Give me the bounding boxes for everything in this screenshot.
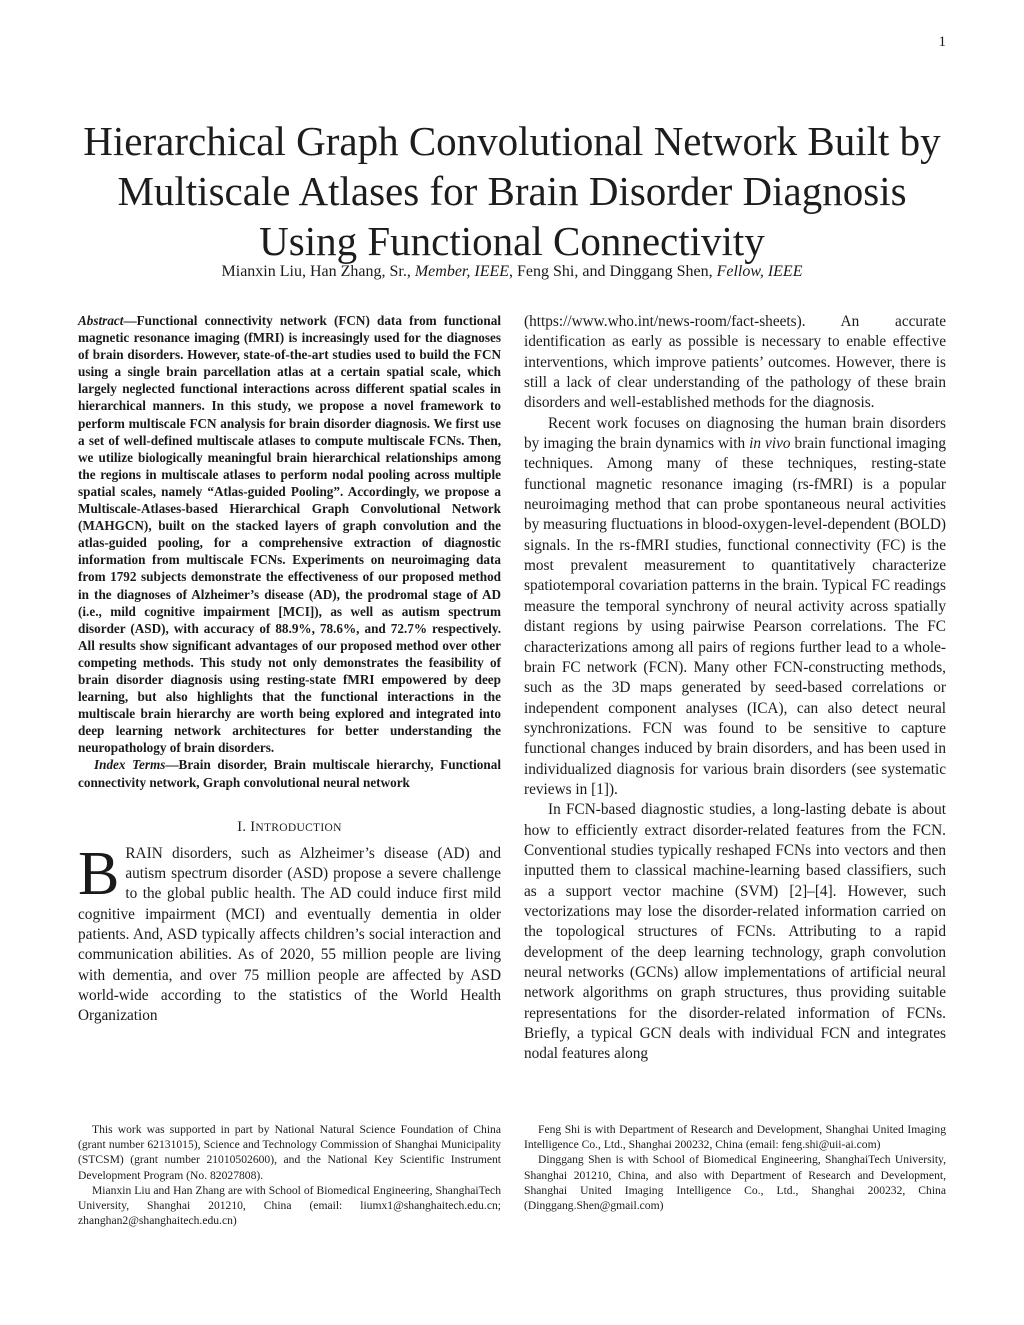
intro-lead-caps: RAIN	[125, 844, 163, 862]
intro-paragraph-1	[78, 839, 501, 1027]
section-title: NTRODUCTION	[255, 821, 342, 834]
author-list	[0, 263, 1024, 281]
abstract-lead: Abstract	[78, 313, 124, 328]
right-paragraph-2	[524, 414, 946, 801]
title-line-2: Multiscale Atlases for Brain Disorder Diagnosis	[117, 168, 907, 214]
drop-cap: B	[78, 839, 120, 908]
footnote-affiliation-2: Feng Shi is with Department of Research and Development, Shanghai United Imaging Intelligence Co., Ltd., Shanghai 200232, China (email: feng.shi@uii-ai.com)	[524, 1123, 946, 1152]
abstract-text: —Functional connectivity network (FCN) data from functional magnetic resonance imaging (fMRI) is increasingly used for the diagnoses of brain disorders. However, state-of-the-art studies used to build the FCN using a single brain parcellation atlas at a certain spatial scale, which largely neglected functional interactions across different spatial scales in hierarchical manners. In this study, we propose a novel framework to perform multiscale FCN analysis for brain disorder diagnosis. We first use a set of well-defined multiscale atlases to compute multiscale FCNs. Then, we utilize biologically meaningful brain hierarchical relationships among the regions in multiscale atlases to perform nodal pooling across multiple spatial scales, namely “Atlas-guided Pooling”. Accordingly, we propose a Multiscale-Atlases-based Hierarchical Graph Convolutional Network (MAHGCN), built on the stacked layers of graph convolution and the atlas-guided pooling, for a comprehensive extraction of diagnostic information from multiscale FCNs. Experiments on neuroimaging data from 1792 subjects demonstrate the effectiveness of our proposed method in the diagnoses of Alzheimer’s disease (AD), the prodromal stage of AD (i.e., mild cognitive impairment [MCI]), as well as autism spectrum disorder (ASD), with accuracy of 88.9%, 78.6%, and 72.7% respectively. All results show significant advantages of our proposed method over other competing methods. This study not only demonstrates the feasibility of brain disorder diagnosis using resting-state fMRI empowered by deep learning, but also highlights that the functional interactions in the multiscale brain hierarchy are worth being explored and integrated into deep learning network architectures for better understanding the neuropathology of brain disorders.	[78, 313, 501, 756]
footnote-affiliation-3: Dinggang Shen is with School of Biomedical Engineering, ShanghaiTech University, Shanghai 201210, China, and also with Department of Research and Development, Shanghai United Imaging Intelligence Co., Ltd., Shanghai 200232, China (Dinggang.Shen@gmail.com)	[524, 1153, 946, 1213]
right-column	[524, 312, 946, 1065]
index-terms-text: —Brain disorder, Brain multiscale hierarchy, Functional connectivity network, Graph convolutional neural network	[78, 757, 501, 790]
paper-title	[0, 116, 1024, 266]
section-numeral: I. I	[237, 818, 256, 835]
intro-paragraph-1-text: disorders, such as Alzheimer’s disease (AD) and autism spectrum disorder (ASD) propose a severe challenge to the global public health. The AD could induce first mild cognitive impairment (MCI) and eventually dementia in older patients. And, ASD typically affects children’s social interaction and communication abilities. As of 2020, 55 million people are living with dementia, and over 75 million people are affected by ASD world-wide according to the statistics of the World Health Organization	[78, 844, 501, 1025]
footnote-funding: This work was supported in part by National Natural Science Foundation of China (grant number 62131015), Science and Technology Commission of Shanghai Municipality (STCSM) (grant number 21010502600), and the National Key Scientific Instrument Development Program (No. 82027808).	[78, 1123, 501, 1182]
footnotes-right	[524, 1122, 946, 1213]
author-names-1: Mianxin Liu, Han Zhang, Sr.,	[221, 263, 415, 280]
right-paragraph-2b: brain functional imaging techniques. Among many of these techniques, resting-state functional magnetic resonance imaging (rs-fMRI) is a popular neuroimaging method that can probe spontaneous neural activities by measuring fluctuations in blood-oxygen-level-dependent (BOLD) signals. In the rs-fMRI studies, functional connectivity (FC) is the most prevalent measurement to quantitatively characterize spatiotemporal covariation patterns in the brain. Typical FC readings measure the temporal synchrony of neural activity across spatially distant regions by using pairwise Pearson correlations. The FC characterizations among all pairs of regions further lead to a whole-brain FC network (FCN). Many other FCN-constructing methods, such as the 3D maps generated by seed-based correlations or independent component analyses (ICA), can also detect neural synchronizations. FCN was found to be sensitive to capture functional changes induced by brain disorders, and has been used in individualized diagnosis for various brain disorders (see systematic reviews in [1]).	[524, 435, 946, 798]
author-names-2: , Feng Shi, and Dinggang Shen,	[509, 263, 717, 280]
right-paragraph-1: (https://www.who.int/news-room/fact-sheets). An accurate identification as early as possible is necessary to enable effective interventions, which improve patients’ outcomes. However, there is still a lack of clear understanding of the pathology of these brain disorders and well-established methods for the diagnosis.	[524, 313, 946, 412]
left-column	[78, 312, 501, 1027]
index-terms-lead: Index Terms	[94, 757, 166, 773]
page-number: 1	[938, 34, 946, 50]
right-paragraph-2a: Recent work focuses on diagnosing the human brain disorders by imaging the brain dynamics with	[524, 414, 946, 453]
right-paragraph-3: In FCN-based diagnostic studies, a long-lasting debate is about how to efficiently extract disorder-related features from the FCN. Conventional studies typically reshaped FCNs into vectors and then inputted them to classical machine-learning based classifiers, such as a support vector machine (SVM) [2]–[4]. However, such vectorizations may lose the disorder-related information carried on the topological structures of FCNs. Attributing to a rapid development of the deep learning technology, graph convolution neural networks (GCNs) allow implementations of artificial neural network algorithms on graph structures, thus providing suitable representations for the disorder-related information of FCNs. Briefly, a typical GCN deals with individual FCN and integrates nodal features along	[524, 801, 946, 1063]
footnotes-left	[78, 1122, 501, 1228]
section-heading-introduction	[78, 819, 501, 836]
author-role-1: Member, IEEE	[414, 263, 510, 280]
title-line-1: Hierarchical Graph Convolutional Network Built by	[83, 118, 941, 164]
title-line-3: Using Functional Connectivity	[259, 218, 765, 264]
index-terms	[78, 756, 501, 790]
footnote-affiliation-1: Mianxin Liu and Han Zhang are with School of Biomedical Engineering, ShanghaiTech University, Shanghai 201210, China (email: liumx1@shanghaitech.edu.cn; zhanghan2@shanghaitech.edu.cn)	[78, 1183, 501, 1228]
abstract	[78, 312, 501, 756]
author-role-2: Fellow, IEEE	[716, 263, 803, 280]
right-paragraph-2-em: in vivo	[749, 435, 791, 453]
